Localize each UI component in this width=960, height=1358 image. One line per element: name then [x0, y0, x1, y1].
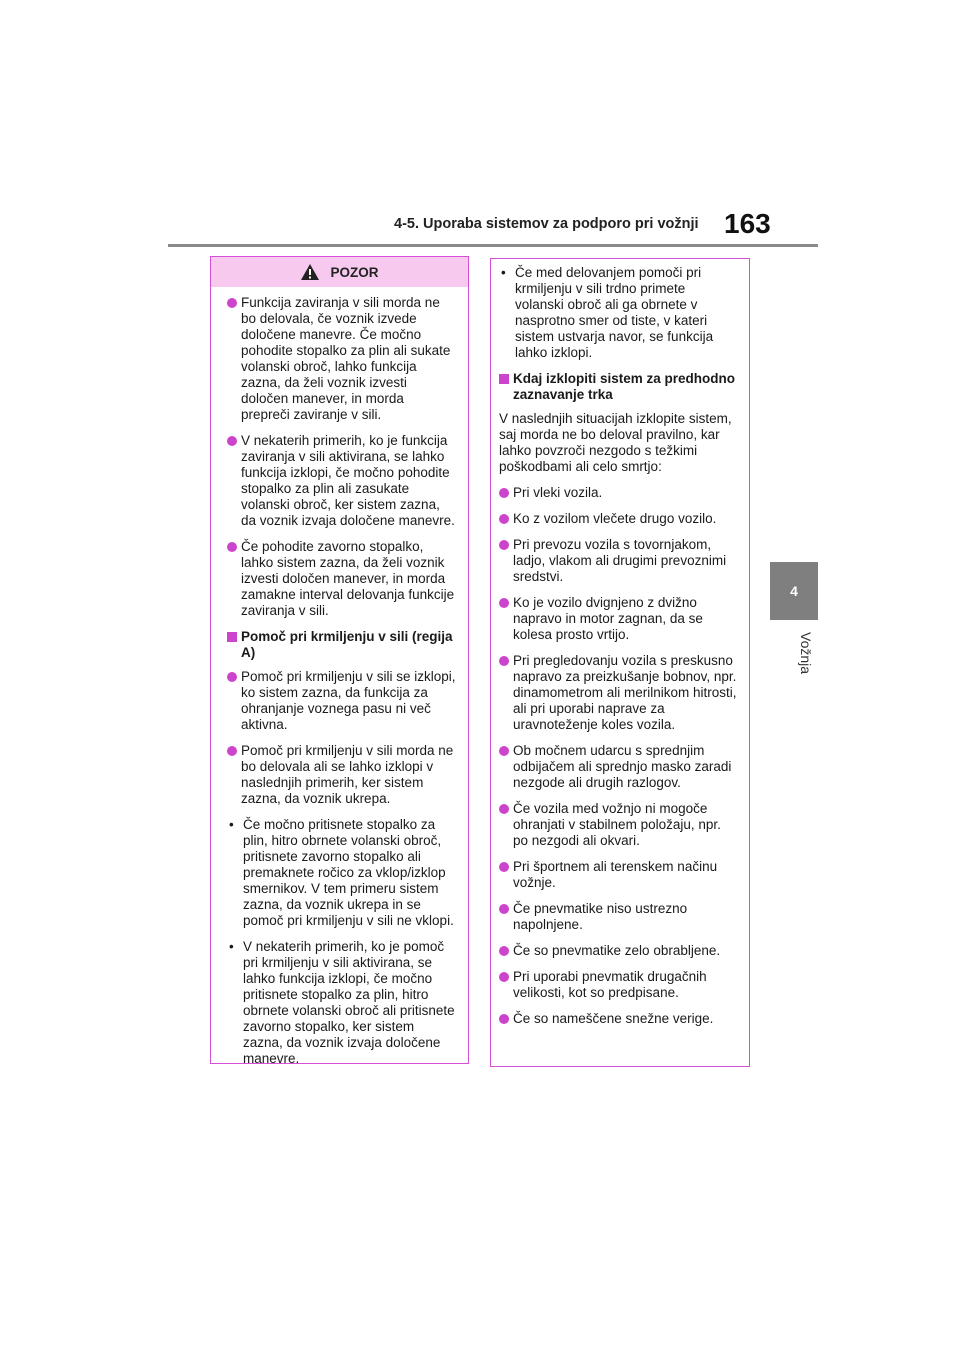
sub-bullet-text: V nekaterih primerih, ko je pomoč pri krmiljenju v sili aktivirana, se lahko funkcija izklopi, če močno pritisnete stopalko za plin, hitro obrnete volanski obroč ali pritisnete zavorno stopalko, ker sistem zazna, da voznik izvaja določene manevre.: [243, 939, 455, 1066]
warning-title: POZOR: [330, 264, 379, 280]
bullet-circle-icon: [499, 598, 509, 608]
bullet-item: [499, 943, 737, 959]
bullet-text: Če vozila med vožnjo ni mogoče ohranjati v stabilnem položaju, npr. po nezgodi ali okvari.: [513, 801, 721, 848]
bullet-text: Če pnevmatike niso ustrezno napolnjene.: [513, 901, 688, 932]
bullet-item: [499, 485, 737, 501]
bullet-item: [499, 969, 737, 1001]
warning-items: [227, 295, 456, 1067]
bullet-item: [227, 743, 456, 807]
bullet-item: [227, 539, 456, 619]
bullet-text: V nekaterih primerih, ko je funkcija zaviranja v sili aktivirana, se lahko funkcija izklopi, če močno pohodite stopalko za plin ali zasukate volanski obroč, ker sistem zazna, da voznik izvaja določene manevre.: [241, 433, 455, 528]
warning-header: [211, 257, 468, 287]
bullet-text: Če so pnevmatike zelo obrabljene.: [513, 943, 721, 958]
bullet-text: Ko je vozilo dvignjeno z dvižno napravo in motor zagnan, da se kolesa prosto vrtijo.: [513, 595, 703, 642]
bullet-circle-icon: [227, 298, 237, 308]
sub-bullet-item: [227, 817, 456, 929]
subheading: [499, 371, 737, 403]
bullet-text: Ob močnem udarcu s sprednjim odbijačem ali sprednjo masko zaradi nezgode ali drugih razlogov.: [513, 743, 732, 790]
warning-box: [210, 256, 469, 1064]
paragraph-text: V naslednjih situacijah izklopite sistem, saj morda ne bo deloval pravilno, kar lahko povzroči nezgodo s težkimi poškodbami ali celo smrtjo:: [499, 411, 732, 474]
bullet-circle-icon: [499, 746, 509, 756]
sub-bullet-text: Če močno pritisnete stopalko za plin, hitro obrnete volanski obroč, pritisnete zavorno stopalko ali premaknete ročico za vklop/izklop smernikov. V tem primeru sistem zazna, da voznik ukrepa in se pomoč pri krmiljenju v sili ne vklopi.: [243, 817, 454, 928]
bullet-circle-icon: [227, 436, 237, 446]
bullet-text: Pomoč pri krmiljenju v sili morda ne bo delovala ali se lahko izklopi v naslednjih primerih, ker sistem zazna, da voznik ukrepa.: [241, 743, 454, 806]
bullet-item: [499, 595, 737, 643]
bullet-item: [499, 511, 737, 527]
paragraph: [499, 411, 737, 475]
bullet-circle-icon: [227, 542, 237, 552]
chapter-label: Vožnja: [798, 632, 814, 675]
bullet-text: Pomoč pri krmiljenju v sili se izklopi, ko sistem zazna, da funkcija za ohranjanje voznega pasu ni več aktivna.: [241, 669, 456, 732]
bullet-circle-icon: [499, 972, 509, 982]
bullet-circle-icon: [499, 488, 509, 498]
bullet-item: [499, 1011, 737, 1027]
bullet-item: [227, 295, 456, 423]
chapter-tab[interactable]: [770, 562, 818, 620]
bullet-text: Pri športnem ali terenskem načinu vožnje.: [513, 859, 718, 890]
bullet-circle-icon: [499, 514, 509, 524]
bullet-text: Pri uporabi pnevmatik drugačnih velikosti, kot so predpisane.: [513, 969, 707, 1000]
bullet-text: Pri vleki vozila.: [513, 485, 603, 500]
bullet-circle-icon: [499, 946, 509, 956]
bullet-item: [499, 537, 737, 585]
bullet-text: Če pohodite zavorno stopalko, lahko sistem zazna, da želi voznik izvesti določen manever, in morda zamakne interval delovanja funkcije zaviranja v sili.: [241, 539, 455, 618]
bullet-text: Pri pregledovanju vozila s preskusno napravo za preizkušanje bobnov, npr. dinamometrom ali merilnikom hitrosti, ali pri uporabi naprave za uravnoteženje koles vozila.: [513, 653, 737, 732]
sub-bullet-item: [227, 939, 456, 1067]
small-bullet-icon: •: [229, 939, 234, 954]
bullet-text: Funkcija zaviranja v sili morda ne bo delovala, če voznik izvede določene manevre. Če močno pohodite stopalko za plin ali sukate volanski obroč, lahko funkcija zazna, da želi voznik izvesti določen manever, in morda prepreči zaviranje v sili.: [241, 295, 451, 422]
bullet-circle-icon: [499, 540, 509, 550]
info-items: [499, 265, 737, 1027]
bullet-text: Pri prevozu vozila s tovornjakom, ladjo, vlakom ali drugimi prevoznimi sredstvi.: [513, 537, 727, 584]
chapter-number: 4: [790, 583, 798, 599]
info-box: [490, 258, 750, 1067]
bullet-text: Če so nameščene snežne verige.: [513, 1011, 714, 1026]
small-bullet-icon: •: [229, 817, 234, 832]
header-divider: [168, 244, 818, 247]
subheading-text: Kdaj izklopiti sistem za predhodno zaznavanje trka: [513, 371, 736, 402]
bullet-item: [499, 653, 737, 733]
sub-bullet-item: [499, 265, 737, 361]
page-number: 163: [724, 208, 771, 239]
bullet-circle-icon: [499, 656, 509, 666]
bullet-item: [499, 901, 737, 933]
bullet-circle-icon: [227, 746, 237, 756]
subheading: [227, 629, 456, 661]
bullet-circle-icon: [499, 1014, 509, 1024]
bullet-item: [499, 743, 737, 791]
bullet-circle-icon: [227, 672, 237, 682]
bullet-item: [499, 801, 737, 849]
sub-bullet-text: Če med delovanjem pomoči pri krmiljenju v sili trdno primete volanski obroč ali ga obrnete v nasprotno smer od tiste, v kateri sistem ustvarja navor, se funkcija lahko izklopi.: [515, 265, 714, 360]
bullet-circle-icon: [499, 862, 509, 872]
bullet-circle-icon: [499, 904, 509, 914]
section-title: 4-5. Uporaba sistemov za podporo pri vožnji: [394, 216, 699, 232]
square-marker-icon: [499, 374, 509, 384]
bullet-item: [499, 859, 737, 891]
bullet-text: Ko z vozilom vlečete drugo vozilo.: [513, 511, 717, 526]
square-marker-icon: [227, 632, 237, 642]
subheading-text: Pomoč pri krmiljenju v sili (regija A): [241, 629, 453, 660]
bullet-item: [227, 669, 456, 733]
warning-triangle-icon: [300, 263, 320, 281]
small-bullet-icon: •: [501, 265, 506, 280]
bullet-item: [227, 433, 456, 529]
bullet-circle-icon: [499, 804, 509, 814]
